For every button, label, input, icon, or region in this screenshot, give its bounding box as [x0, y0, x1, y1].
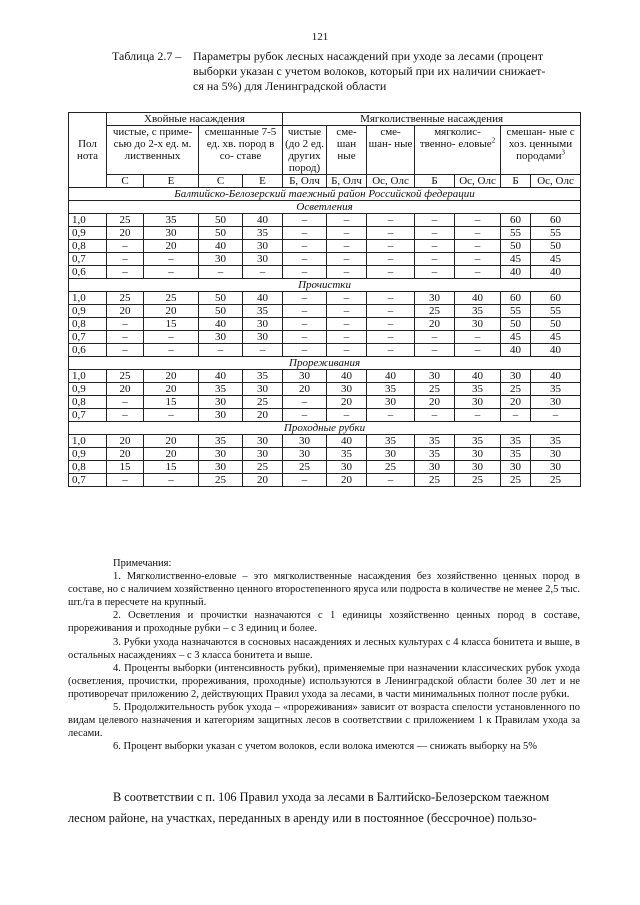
percent-cell: 30 [199, 253, 243, 266]
percent-cell: 30 [367, 448, 415, 461]
percent-cell: 30 [283, 370, 327, 383]
percent-cell: 40 [455, 370, 501, 383]
percent-cell: – [144, 409, 199, 422]
percent-cell: – [243, 344, 283, 357]
percent-cell: – [327, 318, 367, 331]
percent-cell: – [283, 396, 327, 409]
table-row [69, 214, 581, 227]
percent-cell: – [107, 240, 144, 253]
percent-cell: – [327, 240, 367, 253]
polnota-cell: 0,7 [69, 409, 107, 422]
table-row [69, 305, 581, 318]
section-title: Прочистки [69, 279, 581, 292]
percent-cell: 30 [283, 435, 327, 448]
header-soft-mixed-2: сме- шан- ные [367, 126, 415, 175]
percent-cell: 25 [107, 214, 144, 227]
caption-text [193, 49, 582, 94]
table-row [69, 318, 581, 331]
percent-cell: 20 [144, 448, 199, 461]
percent-cell: 15 [144, 461, 199, 474]
percent-cell: 20 [415, 396, 455, 409]
percent-cell: – [327, 305, 367, 318]
percent-cell: 20 [327, 396, 367, 409]
percent-cell: – [144, 344, 199, 357]
species-header-cell: Б [415, 175, 455, 188]
percent-cell: 30 [243, 383, 283, 396]
percent-cell: 50 [199, 305, 243, 318]
percent-cell: 40 [367, 370, 415, 383]
polnota-cell: 0,8 [69, 240, 107, 253]
table-body [69, 188, 581, 487]
body-paragraph-line: лесном районе, на участках, переданных в аренду или в постоянное (бессрочное) пользо- [68, 811, 537, 825]
percent-cell: 35 [367, 383, 415, 396]
percent-cell: – [415, 240, 455, 253]
percent-cell: – [107, 409, 144, 422]
percent-cell: 20 [107, 383, 144, 396]
percent-cell: 25 [107, 370, 144, 383]
polnota-cell: 0,6 [69, 266, 107, 279]
percent-cell: – [327, 253, 367, 266]
percent-cell: – [243, 266, 283, 279]
percent-cell: 30 [327, 383, 367, 396]
percent-cell: 15 [144, 396, 199, 409]
percent-cell: 45 [501, 253, 531, 266]
percent-cell: 35 [455, 383, 501, 396]
percent-cell: 35 [199, 435, 243, 448]
percent-cell: 50 [531, 240, 581, 253]
percent-cell: – [415, 253, 455, 266]
polnota-cell: 0,8 [69, 318, 107, 331]
percent-cell: – [327, 292, 367, 305]
percent-cell: 35 [501, 435, 531, 448]
caption-line: выборки указан с учетом волоков, который при их наличии снижает- [193, 64, 546, 78]
header-conifer-mixed: смешанные 7-5 ед. хв. пород в со- ставе [199, 126, 283, 175]
percent-cell: 20 [144, 435, 199, 448]
percent-cell: 30 [531, 396, 581, 409]
percent-cell: 40 [199, 370, 243, 383]
header-conifer-pure: чистые, с приме- сью до 2-х ед. м. лиственных [107, 126, 199, 175]
percent-cell: – [367, 409, 415, 422]
percent-cell: 40 [199, 318, 243, 331]
percent-cell: – [367, 344, 415, 357]
percent-cell: – [415, 266, 455, 279]
percent-cell: 25 [455, 474, 501, 487]
note-item: 1. Мягколиственно-еловые – это мягколиственные насаждения без хозяйственно ценных пород в составе, но с наличием хозяйственно ценного второстепенного яруса или подроста в количестве не менее 2,5 тыс. шт./га в пересчете на крупный. [68, 571, 580, 609]
percent-cell: – [415, 409, 455, 422]
species-header-cell: С [107, 175, 144, 188]
section-row [69, 201, 581, 214]
percent-cell: 30 [144, 227, 199, 240]
percent-cell: – [283, 474, 327, 487]
percent-cell: 35 [144, 214, 199, 227]
body-text [68, 787, 580, 829]
percent-cell: – [327, 409, 367, 422]
polnota-cell: 1,0 [69, 370, 107, 383]
percent-cell: – [283, 344, 327, 357]
percent-cell: 40 [531, 370, 581, 383]
section-title: Прореживания [69, 357, 581, 370]
percent-cell: 30 [501, 370, 531, 383]
notes-heading: Примечания: [113, 558, 172, 569]
percent-cell: 30 [243, 331, 283, 344]
page-number: 121 [311, 31, 329, 43]
percent-cell: 25 [283, 461, 327, 474]
percent-cell: – [367, 253, 415, 266]
percent-cell: 25 [415, 305, 455, 318]
percent-cell: – [455, 240, 501, 253]
percent-cell: – [283, 331, 327, 344]
percent-cell: 30 [199, 461, 243, 474]
polnota-cell: 0,9 [69, 383, 107, 396]
table-row [69, 448, 581, 461]
species-header-cell: Ос, Олс [455, 175, 501, 188]
percent-cell: 20 [243, 409, 283, 422]
percent-cell: 20 [144, 240, 199, 253]
percent-cell: – [144, 253, 199, 266]
species-header-cell: Б, Олч [283, 175, 327, 188]
percent-cell: 30 [501, 461, 531, 474]
percent-cell: – [199, 344, 243, 357]
percent-cell: 60 [531, 292, 581, 305]
percent-cell: 25 [243, 396, 283, 409]
percent-cell: 30 [283, 448, 327, 461]
percent-cell: – [144, 331, 199, 344]
percent-cell: 40 [243, 292, 283, 305]
percent-cell: – [455, 214, 501, 227]
table-row [69, 253, 581, 266]
percent-cell: 30 [327, 461, 367, 474]
percent-cell: 15 [107, 461, 144, 474]
percent-cell: 25 [415, 474, 455, 487]
table-row [69, 435, 581, 448]
percent-cell: 45 [531, 253, 581, 266]
region-row [69, 188, 581, 201]
section-row [69, 279, 581, 292]
percent-cell: – [455, 409, 501, 422]
table-row [69, 266, 581, 279]
percent-cell: – [367, 292, 415, 305]
note-item: 2. Осветления и прочистки назначаются с 1 единицы хозяйственно ценных пород в составе, прореживания и проходные рубки – с 3 единиц и более. [68, 610, 580, 635]
polnota-cell: 0,9 [69, 227, 107, 240]
polnota-cell: 1,0 [69, 435, 107, 448]
percent-cell: 30 [415, 292, 455, 305]
percent-cell: 30 [199, 448, 243, 461]
notes [68, 557, 580, 753]
percent-cell: 30 [199, 409, 243, 422]
percent-cell: 30 [455, 448, 501, 461]
percent-cell: – [415, 344, 455, 357]
percent-cell: 40 [243, 214, 283, 227]
species-header-cell: Б [501, 175, 531, 188]
percent-cell: 35 [367, 435, 415, 448]
percent-cell: – [327, 266, 367, 279]
percent-cell: – [501, 409, 531, 422]
polnota-cell: 0,8 [69, 396, 107, 409]
body-paragraph-line: В соответствии с п. 106 Правил ухода за лесами в Балтийско-Белозерском таежном [113, 790, 550, 804]
percent-cell: 25 [367, 461, 415, 474]
percent-cell: 20 [327, 474, 367, 487]
percent-cell: 30 [455, 461, 501, 474]
percent-cell: 25 [243, 461, 283, 474]
percent-cell: 20 [243, 474, 283, 487]
percent-cell: 20 [415, 318, 455, 331]
percent-cell: 40 [199, 240, 243, 253]
caption-line: Параметры рубок лесных насаждений при уходе за лесами (процент [193, 49, 544, 63]
percent-cell: 35 [531, 435, 581, 448]
percent-cell: – [327, 331, 367, 344]
header-soft-group: Мягколиственные насаждения [283, 113, 581, 126]
percent-cell: – [367, 318, 415, 331]
percent-cell: – [199, 266, 243, 279]
percent-cell: – [415, 214, 455, 227]
table-row [69, 292, 581, 305]
percent-cell: 35 [243, 370, 283, 383]
species-header-cell: Ос, Олс [367, 175, 415, 188]
percent-cell: 60 [501, 292, 531, 305]
percent-cell: 40 [531, 344, 581, 357]
percent-cell: 45 [501, 331, 531, 344]
percent-cell: 40 [455, 292, 501, 305]
percent-cell: 30 [415, 370, 455, 383]
table-row [69, 409, 581, 422]
percent-cell: 25 [107, 292, 144, 305]
header-soft-spruce: мягколис- твенно- еловые$^2$ [415, 126, 501, 175]
percent-cell: – [107, 331, 144, 344]
percent-cell: 55 [531, 227, 581, 240]
percent-cell: 25 [531, 474, 581, 487]
percent-cell: – [283, 318, 327, 331]
percent-cell: 55 [501, 227, 531, 240]
polnota-cell: 0,9 [69, 448, 107, 461]
percent-cell: 20 [144, 370, 199, 383]
section-row [69, 422, 581, 435]
species-header-cell: Е [144, 175, 199, 188]
section-row [69, 357, 581, 370]
percent-cell: 50 [531, 318, 581, 331]
percent-cell: – [327, 214, 367, 227]
percent-cell: 30 [243, 448, 283, 461]
percent-cell: 50 [501, 318, 531, 331]
table-row [69, 461, 581, 474]
percent-cell: – [367, 305, 415, 318]
percent-cell: 35 [243, 305, 283, 318]
percent-cell: – [283, 305, 327, 318]
table-row [69, 396, 581, 409]
polnota-cell: 1,0 [69, 292, 107, 305]
note-item: 3. Рубки ухода назначаются в сосновых насаждениях и лесных культурах с 4 класса бонитета и выше, в остальных насаждениях – с 3 класса бонитета и выше. [68, 636, 580, 661]
percent-cell: – [455, 266, 501, 279]
percent-cell: – [415, 227, 455, 240]
percent-cell: 25 [501, 474, 531, 487]
percent-cell: – [107, 266, 144, 279]
polnota-cell: 0,6 [69, 344, 107, 357]
percent-cell: 20 [501, 396, 531, 409]
percent-cell: – [144, 474, 199, 487]
percent-cell: 30 [243, 240, 283, 253]
percent-cell: 45 [531, 331, 581, 344]
table-row [69, 227, 581, 240]
percent-cell: 35 [501, 448, 531, 461]
percent-cell: – [455, 227, 501, 240]
percent-cell: – [283, 214, 327, 227]
polnota-cell: 0,7 [69, 253, 107, 266]
percent-cell: 30 [243, 253, 283, 266]
percent-cell: – [107, 396, 144, 409]
percent-cell: 35 [455, 435, 501, 448]
percent-cell: 25 [144, 292, 199, 305]
caption-line: ся на 5%) для Ленинградской области [193, 79, 387, 93]
percent-cell: 20 [107, 448, 144, 461]
table-row [69, 383, 581, 396]
percent-cell: 50 [199, 227, 243, 240]
percent-cell: 35 [199, 383, 243, 396]
percent-cell: – [283, 292, 327, 305]
percent-cell: 60 [531, 214, 581, 227]
percent-cell: 30 [455, 396, 501, 409]
percent-cell: 40 [501, 344, 531, 357]
percent-cell: 30 [199, 396, 243, 409]
table-caption [112, 49, 582, 94]
percent-cell: – [455, 253, 501, 266]
percent-cell: 25 [501, 383, 531, 396]
header-polnota: Пол нота [69, 113, 107, 188]
percent-cell: – [455, 331, 501, 344]
percent-cell: 35 [531, 383, 581, 396]
polnota-cell: 1,0 [69, 214, 107, 227]
note-item: 6. Процент выборки указан с учетом волоков, если волока имеются — снижать выборку на 5% [113, 741, 538, 753]
percent-cell: – [107, 318, 144, 331]
region-title: Балтийско-Белозерский таежный район Российской федерации [69, 188, 581, 201]
species-header-cell: Е [243, 175, 283, 188]
note-item: 5. Продолжительность рубок ухода – «прореживания» зависит от возраста спелости установленного по видам целевого назначения и категориям защитных лесов в соответствии с приложением 1 к Правилам ухода за лесами. [68, 702, 580, 740]
percent-cell: 60 [501, 214, 531, 227]
percent-cell: – [283, 266, 327, 279]
percent-cell: – [144, 266, 199, 279]
cutting-parameters-table [68, 112, 581, 487]
percent-cell: 20 [107, 435, 144, 448]
species-header-cell: Ос, Олс [531, 175, 581, 188]
percent-cell: – [367, 266, 415, 279]
percent-cell: 30 [367, 396, 415, 409]
percent-cell: – [531, 409, 581, 422]
percent-cell: 25 [199, 474, 243, 487]
header-soft-pure: чистые (до 2 ед. других пород) [283, 126, 327, 175]
percent-cell: 30 [531, 448, 581, 461]
percent-cell: 40 [327, 435, 367, 448]
percent-cell: – [107, 344, 144, 357]
percent-cell: – [283, 240, 327, 253]
percent-cell: 20 [107, 227, 144, 240]
percent-cell: 35 [415, 448, 455, 461]
percent-cell: – [367, 474, 415, 487]
percent-cell: 30 [531, 461, 581, 474]
percent-cell: 30 [243, 435, 283, 448]
percent-cell: 30 [415, 461, 455, 474]
percent-cell: 50 [199, 214, 243, 227]
percent-cell: – [415, 331, 455, 344]
caption-lead: Таблица 2.7 – [112, 49, 182, 63]
percent-cell: 15 [144, 318, 199, 331]
percent-cell: – [455, 344, 501, 357]
percent-cell: 20 [144, 305, 199, 318]
percent-cell: 25 [415, 383, 455, 396]
table-row [69, 344, 581, 357]
table-row [69, 370, 581, 383]
section-title: Проходные рубки [69, 422, 581, 435]
percent-cell: 35 [415, 435, 455, 448]
percent-cell: – [367, 227, 415, 240]
percent-cell: 55 [501, 305, 531, 318]
species-header-cell: Б, Олч [327, 175, 367, 188]
section-title: Осветления [69, 201, 581, 214]
header-conifer-group: Хвойные насаждения [107, 113, 283, 126]
polnota-cell: 0,7 [69, 474, 107, 487]
header-soft-valuable: смешан- ные с хоз. ценными породами$^3$ [501, 126, 581, 175]
percent-cell: 35 [327, 448, 367, 461]
percent-cell: 30 [199, 331, 243, 344]
polnota-cell: 0,7 [69, 331, 107, 344]
species-header-cell: С [199, 175, 243, 188]
table-row [69, 240, 581, 253]
percent-cell: – [283, 409, 327, 422]
percent-cell: 20 [107, 305, 144, 318]
table-row [69, 331, 581, 344]
percent-cell: – [283, 253, 327, 266]
percent-cell: 30 [243, 318, 283, 331]
note-item: 4. Проценты выборки (интенсивность рубки), применяемые при назначении классических рубок ухода (осветления, прочистки, прореживания, проходные) используются в Ленинградской области более 30 лет и не противоречат приложению 2, действующих Правил ухода за лесами, в части минимальных полнот после рубки. [68, 662, 580, 700]
percent-cell: 20 [283, 383, 327, 396]
percent-cell: – [327, 227, 367, 240]
header-soft-mixed-1: сме- шан ные [327, 126, 367, 175]
percent-cell: – [107, 474, 144, 487]
percent-cell: 35 [243, 227, 283, 240]
percent-cell: 50 [501, 240, 531, 253]
species-header-row [69, 175, 581, 188]
percent-cell: – [367, 214, 415, 227]
table-row [69, 474, 581, 487]
percent-cell: 35 [455, 305, 501, 318]
percent-cell: 20 [144, 383, 199, 396]
percent-cell: – [283, 227, 327, 240]
percent-cell: – [107, 253, 144, 266]
polnota-cell: 0,9 [69, 305, 107, 318]
percent-cell: 40 [327, 370, 367, 383]
percent-cell: – [367, 240, 415, 253]
percent-cell: 55 [531, 305, 581, 318]
percent-cell: 50 [199, 292, 243, 305]
polnota-cell: 0,8 [69, 461, 107, 474]
percent-cell: 40 [501, 266, 531, 279]
percent-cell: 30 [455, 318, 501, 331]
percent-cell: – [367, 331, 415, 344]
percent-cell: – [327, 344, 367, 357]
percent-cell: 40 [531, 266, 581, 279]
